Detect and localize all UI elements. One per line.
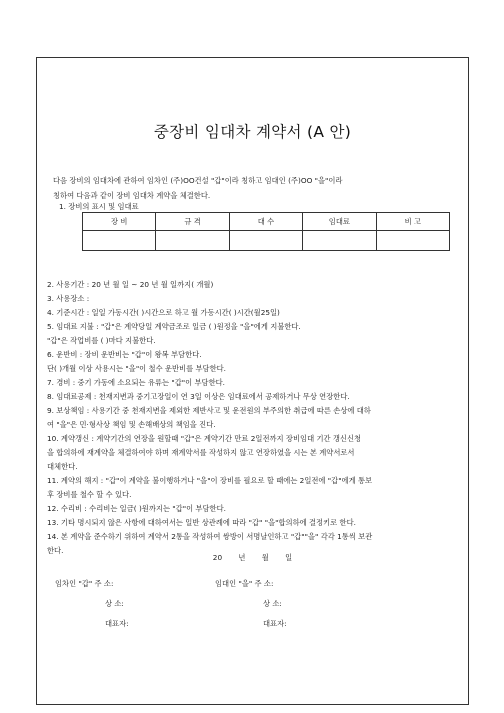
lessor-company: 상 소:	[263, 599, 282, 608]
contract-page	[36, 57, 469, 705]
clause-4: 4. 기준시간 : 일일 가동시간( )시간으로 하고 월 가동시간( )시간(월25일)	[47, 308, 280, 317]
clause-10-cont: 을 합의하에 재계약을 체결하여야 하며 재계약서를 작성하지 않고 연장하였을 시는 본 계약서로서	[47, 448, 355, 457]
table-header-row	[83, 213, 450, 231]
lessee-company: 상 소:	[105, 599, 124, 608]
clause-11: 11. 계약의 해지 : "갑"이 계약을 불이행하거나 "을"이 장비를 필요로 할 때에는 2일전에 "갑"에게 통보	[47, 476, 373, 485]
equipment-table	[82, 212, 450, 251]
intro-line-2: 칭하여 다음과 같이 장비 임대차 계약을 체결한다.	[53, 191, 211, 200]
clause-13: 13. 기타 명시되지 않은 사항에 대하여서는 일반 상관례에 따라 "갑" "을"합의하에 결정키로 한다.	[47, 518, 356, 527]
section-1-heading: 1. 장비의 표시 및 임대료	[59, 202, 139, 211]
lessee-representative: 대표자:	[105, 619, 129, 628]
intro-line-1: 다음 장비의 임대차에 관하여 임차인 (주)OO건설 "갑"이라 칭하고 임대인 (주)OO "을"이라	[53, 176, 343, 185]
lessee-address: 임차인 "갑" 주 소:	[55, 579, 114, 588]
header-quantity: 대 수	[229, 213, 302, 231]
clause-3: 3. 사용장소 :	[47, 294, 90, 303]
clause-2: 2. 사용기간 : 20 년 월 일 ~ 20 년 월 일까지( 개월)	[47, 280, 214, 289]
clause-5: 5. 임대료 지불 : "갑"은 계약당일 계약금조로 일금 ( )원정을 "을"에게 지불한다.	[47, 322, 301, 331]
header-spec: 규 격	[156, 213, 229, 231]
clause-9-cont: 여 "을"은 민·형사상 책임 및 손해배상의 책임을 진다.	[47, 420, 216, 429]
header-rent: 임대료	[303, 213, 376, 231]
clause-6: 6. 운반비 : 장비 운반비는 "갑"이 왕복 부담한다.	[47, 350, 202, 359]
cell-rent	[303, 231, 376, 251]
cell-quantity	[229, 231, 302, 251]
clause-10-end: 대체한다.	[47, 462, 78, 471]
clause-7: 7. 경비 : 중기 가동에 소요되는 유류는 "갑"이 부담한다.	[47, 378, 225, 387]
table-row	[83, 231, 450, 251]
clause-5-cont: "갑"은 작업비를 ( )마다 지불한다.	[47, 336, 156, 345]
cell-remarks	[376, 231, 449, 251]
cell-equipment	[83, 231, 156, 251]
clause-6-cont: 단( )개월 이상 사용시는 "을"이 철수 운반비를 부담한다.	[47, 364, 226, 373]
lessor-address: 임대인 "을" 주 소:	[215, 579, 274, 588]
document-title: 중장비 임대차 계약서 (A 안)	[153, 123, 352, 141]
clause-8: 8. 임대료공제 : 천재지변과 중기고장일이 연 3일 이상은 임대료에서 공제하거나 무상 연장한다.	[47, 392, 350, 401]
clause-14: 14. 본 계약을 준수하기 위하여 계약서 2통을 작성하여 쌍방이 서명날인하고 "갑""을" 각각 1통씩 보관	[47, 532, 373, 541]
clause-10: 10. 계약갱신 : 계약기간의 연장을 원할때 "갑"은 계약기간 만료 2일전까지 장비임대 기간 갱신신청	[47, 434, 362, 443]
clause-12: 12. 수리비 : 수리비는 일금( )원까지는 "갑"이 부담한다.	[47, 504, 226, 513]
contract-date: 20 년 월 일	[212, 553, 293, 562]
clause-9: 9. 보상책임 : 사용기간 중 천재지변을 제외한 제반사고 및 운전원의 부주의한 취급에 따른 손상에 대하	[47, 406, 371, 415]
header-remarks: 비 고	[376, 213, 449, 231]
lessor-representative: 대표자:	[263, 619, 287, 628]
cell-spec	[156, 231, 229, 251]
header-equipment: 장 비	[83, 213, 156, 231]
clause-11-cont: 후 장비를 철수 할 수 있다.	[47, 490, 132, 499]
clause-14-cont: 한다.	[47, 546, 64, 555]
